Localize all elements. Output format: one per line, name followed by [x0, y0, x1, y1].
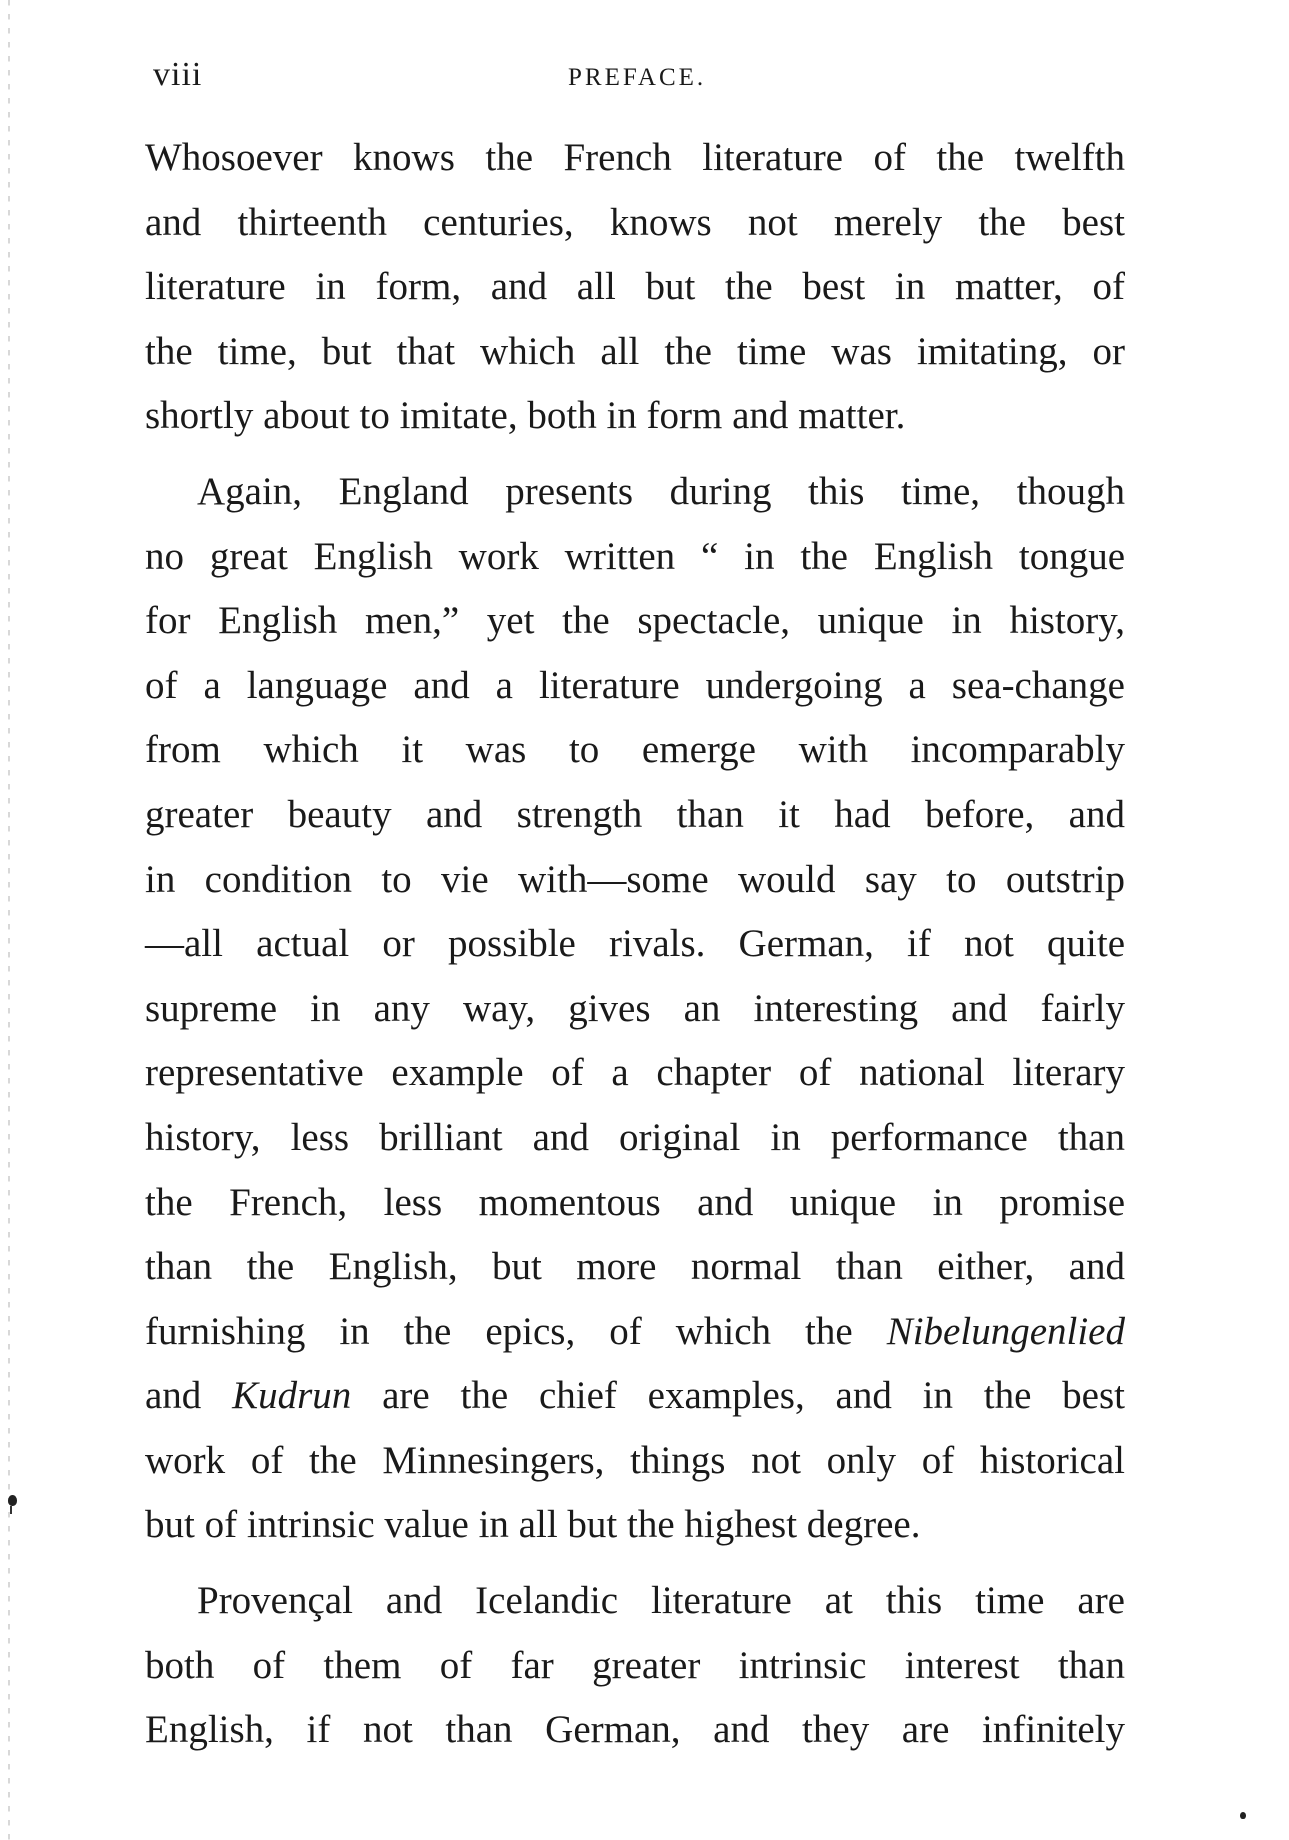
text-line: greater beauty and strength than it had before, and	[145, 792, 1125, 836]
paragraph-3	[145, 1569, 1125, 1763]
body-text	[145, 126, 1125, 1763]
ink-blot-stem	[10, 1506, 12, 1514]
text-line: literature in form, and all but the best in matter, of	[145, 265, 1125, 309]
text-segment: and	[145, 1374, 233, 1418]
page-header	[153, 56, 1123, 100]
text-line: for English men,” yet the spectacle, unique in history,	[145, 599, 1125, 643]
text-line: from which it was to emerge with incomparably	[145, 728, 1125, 772]
text-line: Whosoever knows the French literature of the twelfth	[145, 136, 1125, 179]
text-line: of a language and a literature undergoing a sea-change	[145, 663, 1125, 707]
text-segment: furnishing in the epics, of which the	[145, 1309, 887, 1353]
work-title-nibelungenlied: Nibelungenlied	[886, 1309, 1125, 1353]
text-segment: are the chief examples, and in the best	[351, 1374, 1125, 1418]
running-title: PREFACE.	[568, 64, 707, 91]
text-line: Again, England presents during this time, though	[197, 469, 1125, 513]
text-line: supreme in any way, gives an interesting and fairly	[145, 986, 1125, 1030]
text-line: work of the Minnesingers, things not only of historical	[145, 1438, 1125, 1482]
text-line: the time, but that which all the time was imitating, or	[145, 329, 1125, 373]
text-line: the French, less momentous and unique in promise	[145, 1180, 1125, 1224]
text-line: shortly about to imitate, both in form and matter.	[145, 394, 906, 438]
paragraph-2	[145, 460, 1125, 1558]
text-line: history, less brilliant and original in performance than	[145, 1115, 1125, 1159]
ink-blot	[8, 1495, 17, 1506]
text-line: in condition to vie with—some would say to outstrip	[145, 857, 1125, 901]
work-title-kudrun: Kudrun	[232, 1374, 352, 1418]
text-line: —all actual or possible rivals. German, if not quite	[145, 922, 1125, 966]
text-line: than the English, but more normal than either, and	[145, 1245, 1125, 1289]
text-line: Provençal and Icelandic literature at this time are	[197, 1579, 1125, 1623]
text-line: but of intrinsic value in all but the highest degree.	[145, 1503, 921, 1547]
scan-margin-rule	[8, 0, 10, 1840]
text-line: both of them of far greater intrinsic interest than	[145, 1643, 1125, 1687]
text-line: no great English work written “ in the English tongue	[145, 534, 1125, 578]
paragraph-1	[145, 126, 1125, 449]
text-line: representative example of a chapter of national literary	[145, 1051, 1125, 1095]
text-line: and thirteenth centuries, knows not merely the best	[145, 200, 1125, 244]
text-line: English, if not than German, and they are infinitely	[145, 1708, 1125, 1752]
page-number: viii	[153, 56, 203, 93]
text-line	[145, 1300, 1125, 1365]
ink-speck	[1240, 1812, 1246, 1819]
text-line	[145, 1364, 1125, 1429]
